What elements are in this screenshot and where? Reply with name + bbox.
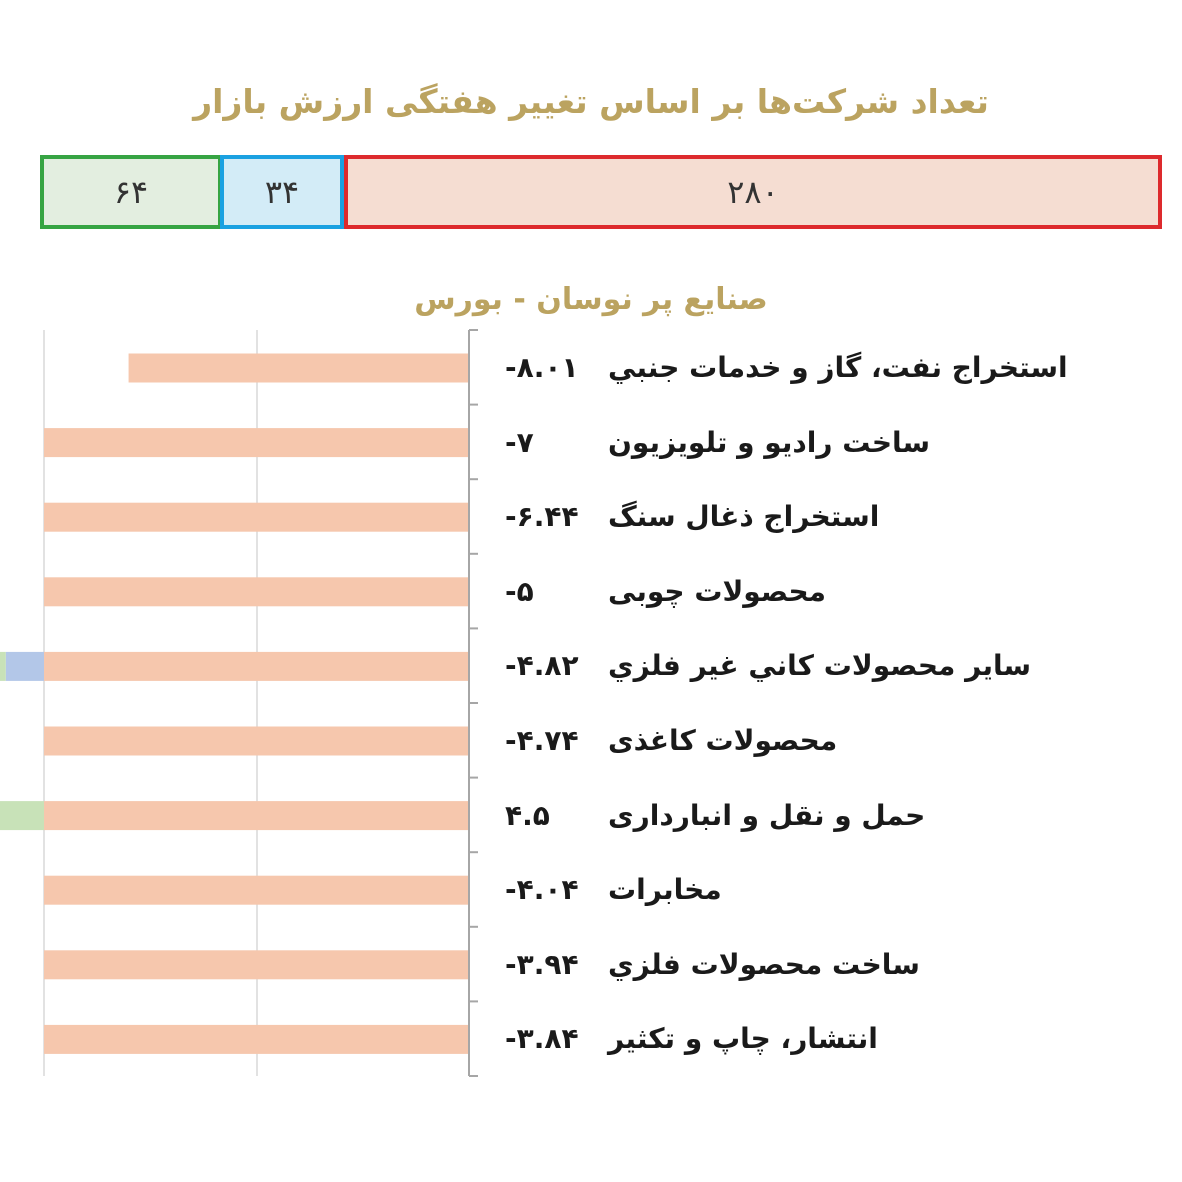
data-label-row-9: -۳.۹۴ — [505, 947, 579, 981]
category-label-row-5: ساير محصولات كاني غير فلزي — [608, 649, 1032, 683]
chart-title: صنایع پر نوسان - بورس — [414, 282, 768, 317]
category-label-row-1: استخراج نفت، گاز و خدمات جنبي — [608, 351, 1068, 384]
category-label-row-2: ساخت راديو و تلويزيون — [608, 425, 931, 459]
category-label-row-3: استخراج ذغال سنگ — [608, 500, 880, 534]
category-label-row-4: محصولات چوبی — [608, 574, 826, 608]
count-segment-down: ۲۸۰ — [344, 155, 1162, 229]
count-segment-flat: ۳۴ — [220, 155, 344, 229]
category-label-row-9: ساخت محصولات فلزي — [608, 947, 920, 981]
category-label-row-7: حمل و نقل و انبارداری — [608, 798, 926, 832]
count-segment-up: ۶۴ — [40, 155, 222, 229]
data-label-row-7: ۴.۵ — [505, 798, 550, 832]
category-label-row-6: محصولات كاغذی — [608, 724, 838, 757]
category-label-row-10: انتشار، چاپ و تكثير — [608, 1022, 878, 1056]
counts-title: تعداد شرکت‌ها بر اساس تغییر هفتگی ارزش بازار — [193, 82, 989, 121]
category-label-row-8: مخابرات — [608, 873, 722, 907]
data-label-row-1: -۸.۰۱ — [505, 351, 579, 384]
data-label-row-2: -۷ — [505, 425, 534, 459]
data-label-row-6: -۴.۷۴ — [505, 724, 579, 757]
data-label-row-5: -۴.۸۲ — [505, 649, 579, 683]
data-label-row-3: -۶.۴۴ — [505, 500, 579, 534]
data-label-row-10: -۳.۸۴ — [505, 1022, 579, 1056]
data-label-row-8: -۴.۰۴ — [505, 873, 579, 907]
data-label-row-4: -۵ — [505, 574, 534, 608]
